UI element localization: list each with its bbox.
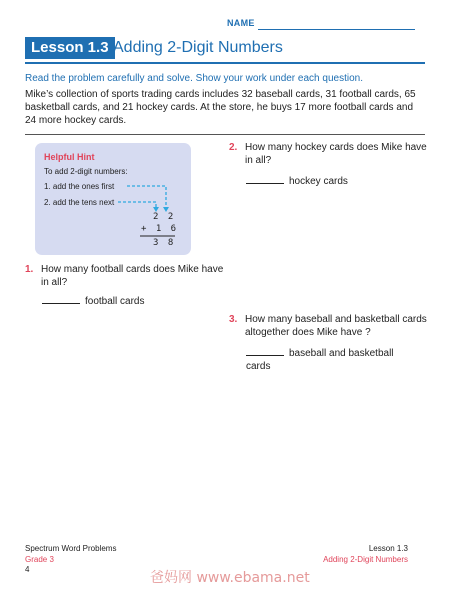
question-number: 3. — [229, 314, 238, 325]
hint-step-2: 2. add the tens next — [44, 198, 115, 207]
problem-divider — [25, 134, 425, 135]
question-text: How many baseball and basketball cards altogether does Mike have ? — [245, 314, 427, 338]
footer-right — [323, 543, 408, 565]
name-line — [258, 29, 415, 30]
header-divider — [25, 62, 425, 64]
problem-text: Mike’s collection of sports trading cards includes 32 baseball cards, 31 football cards, 65 basketball cards, and 21 hockey cards. At the store, he buys 17 more football cards and 24 more hockey cards. — [25, 89, 416, 126]
page-number: 4 — [25, 565, 30, 574]
watermark: 爸妈网 www.ebama.net — [150, 570, 310, 586]
name-field[interactable] — [227, 18, 415, 32]
answer-2[interactable] — [246, 174, 348, 188]
question-3 — [229, 313, 429, 343]
name-label: NAME — [227, 18, 255, 28]
footer-left — [25, 543, 116, 565]
question-text: How many hockey cards does Mike have in all? — [245, 142, 427, 166]
question-2 — [229, 141, 429, 171]
question-number: 1. — [25, 264, 34, 275]
answer-label: baseball and basketball cards — [246, 348, 394, 372]
answer-label: hockey cards — [289, 176, 348, 187]
hint-step-1: 1. add the ones first — [44, 182, 115, 191]
helpful-hint-box — [35, 143, 191, 255]
answer-blank[interactable] — [246, 174, 284, 184]
hint-sum: 3 8 — [153, 238, 176, 248]
answer-blank[interactable] — [42, 294, 80, 304]
hint-addend-2: + 1 6 — [141, 224, 179, 234]
question-number: 2. — [229, 142, 238, 153]
answer-3[interactable] — [246, 346, 416, 373]
footer-lesson-title: Adding 2-Digit Numbers — [323, 555, 408, 564]
footer-grade: Grade 3 — [25, 555, 54, 564]
hint-addend-1: 2 2 — [153, 212, 176, 222]
lesson-badge: Lesson 1.3 — [25, 37, 115, 59]
question-1 — [25, 263, 225, 293]
footer-lesson: Lesson 1.3 — [368, 544, 408, 553]
footer-book-title: Spectrum Word Problems — [25, 544, 117, 553]
lesson-title: Adding 2-Digit Numbers — [113, 39, 283, 56]
lesson-header — [25, 37, 425, 61]
hint-title: Helpful Hint — [44, 152, 95, 162]
hint-intro: To add 2-digit numbers: — [44, 167, 128, 176]
answer-blank[interactable] — [246, 346, 284, 356]
answer-label: football cards — [85, 296, 145, 307]
instructions: Read the problem carefully and solve. Show your work under each question. — [25, 73, 363, 84]
answer-1[interactable] — [42, 294, 144, 308]
question-text: How many football cards does Mike have in all? — [41, 264, 224, 288]
